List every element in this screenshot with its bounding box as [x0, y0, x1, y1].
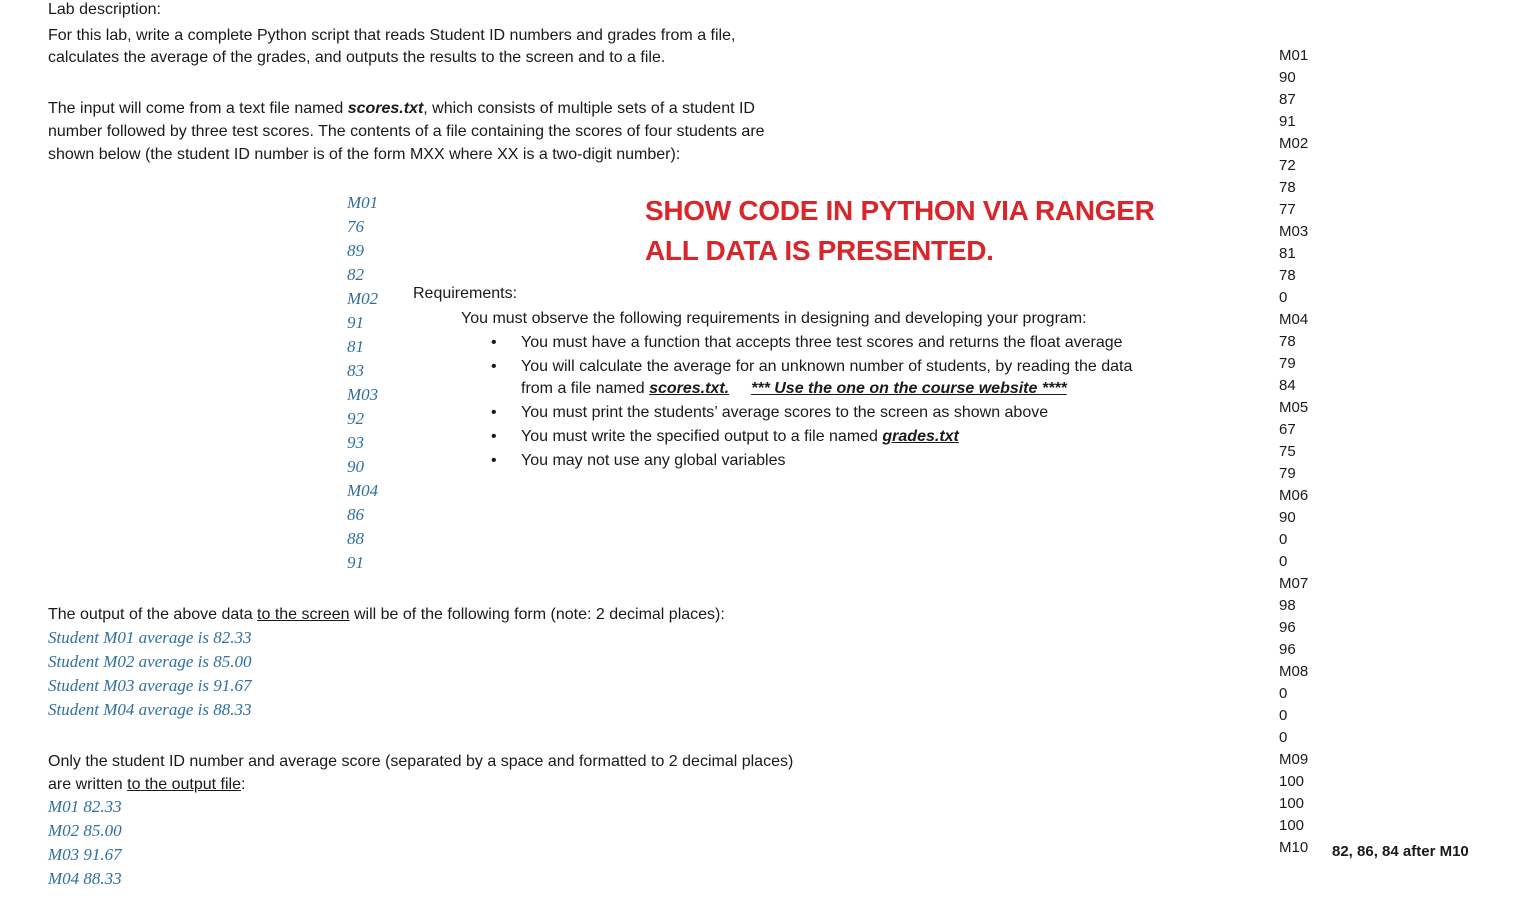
- screen-output-post: will be of the following form (note: 2 decimal places):: [349, 606, 725, 623]
- sample-score: M01: [347, 193, 379, 212]
- intro-line-1: For this lab, write a complete Python script that reads Student ID numbers and grades from a file,: [48, 27, 736, 44]
- data-column-item: M08: [1279, 663, 1309, 680]
- data-column-item: 77: [1279, 201, 1296, 218]
- data-column-item: M10: [1279, 839, 1309, 856]
- data-column-item: 72: [1279, 157, 1296, 174]
- file-output-line: M04 88.33: [48, 869, 122, 888]
- requirements-heading: Requirements:: [413, 285, 518, 302]
- sample-score: 83: [347, 361, 364, 380]
- sample-score: 89: [347, 241, 364, 260]
- sample-score: 82: [347, 265, 364, 284]
- data-column-item: 98: [1279, 597, 1296, 614]
- file-output-line: M02 85.00: [48, 821, 122, 840]
- data-column-item: 90: [1279, 509, 1296, 526]
- data-column-item: 100: [1279, 795, 1305, 812]
- sample-score: 88: [347, 529, 364, 548]
- file-output-pre: are written: [48, 776, 128, 793]
- input-para-line-3: shown below (the student ID number is of the form MXX where XX is a two-digit number):: [48, 146, 681, 163]
- file-output-line-2: [48, 773, 245, 796]
- data-column-item: 79: [1279, 355, 1296, 372]
- scores-file-name: scores.txt: [347, 100, 424, 117]
- screen-output-intro: [48, 603, 725, 626]
- data-column-item: 91: [1279, 113, 1296, 130]
- sample-score: 91: [347, 553, 364, 572]
- data-column-item: 0: [1279, 553, 1288, 570]
- requirement-text: You may not use any global variables: [521, 452, 786, 469]
- callout-line-1: SHOW CODE IN PYTHON VIA RANGER: [645, 195, 1155, 226]
- data-column-item: 84: [1279, 377, 1296, 394]
- sample-score: 91: [347, 313, 364, 332]
- scores-file-name-link: scores.txt.: [649, 380, 730, 397]
- data-column-item: M06: [1279, 487, 1309, 504]
- data-column-item: M07: [1279, 575, 1309, 592]
- data-column-item: 100: [1279, 773, 1305, 790]
- screen-output-line: Student M03 average is 91.67: [48, 676, 252, 695]
- data-column-item: M04: [1279, 311, 1309, 328]
- data-column-item: 0: [1279, 685, 1288, 702]
- bullet-icon: •: [491, 404, 497, 421]
- requirement-text-pre: You must write the specified output to a file named: [521, 428, 883, 445]
- data-column-item: 78: [1279, 267, 1296, 284]
- data-column-item: 0: [1279, 531, 1288, 548]
- sample-score: 86: [347, 505, 364, 524]
- sample-score: 92: [347, 409, 364, 428]
- input-para-pre: The input will come from a text file named: [48, 100, 348, 117]
- requirement-bullet-2-line-2: [521, 380, 1067, 398]
- data-column-item: 87: [1279, 91, 1296, 108]
- to-the-screen-text: to the screen: [257, 606, 350, 623]
- to-the-output-file-text: to the output file: [127, 776, 241, 793]
- requirement-text: You must have a function that accepts three test scores and returns the float average: [521, 334, 1123, 351]
- data-column-item: M09: [1279, 751, 1309, 768]
- data-column-item: 67: [1279, 421, 1296, 438]
- data-column-item: M03: [1279, 223, 1309, 240]
- sample-score: 93: [347, 433, 364, 452]
- data-column-item: M01: [1279, 47, 1309, 64]
- bullet-icon: •: [491, 452, 497, 469]
- data-column-item: 81: [1279, 245, 1296, 262]
- data-column-item: M05: [1279, 399, 1309, 416]
- data-column-item: 96: [1279, 619, 1296, 636]
- lab-title: Lab description:: [48, 1, 161, 18]
- data-column-item: 78: [1279, 179, 1296, 196]
- data-column-item: 96: [1279, 641, 1296, 658]
- sample-score: 90: [347, 457, 364, 476]
- requirement-text: [521, 428, 959, 446]
- screen-output-line: Student M02 average is 85.00: [48, 652, 252, 671]
- requirements-lead: You must observe the following requirements in designing and developing your program:: [461, 310, 1087, 327]
- sample-score: 76: [347, 217, 364, 236]
- data-column-item: 75: [1279, 443, 1296, 460]
- course-website-note: *** Use the one on the course website ****: [751, 380, 1067, 397]
- bullet-icon: •: [491, 428, 497, 445]
- bullet-icon: •: [491, 334, 497, 351]
- input-para-post: , which consists of multiple sets of a student ID: [423, 100, 755, 117]
- bullet-icon: •: [491, 358, 497, 375]
- intro-line-2: calculates the average of the grades, and outputs the results to the screen and to a file.: [48, 49, 666, 66]
- data-column-item: 78: [1279, 333, 1296, 350]
- file-output-line: M03 91.67: [48, 845, 122, 864]
- input-para-line-2: number followed by three test scores. The contents of a file containing the scores of four students are: [48, 123, 765, 140]
- m10-note: 82, 86, 84 after M10: [1332, 843, 1469, 860]
- file-output-line: M01 82.33: [48, 797, 122, 816]
- file-output-post: :: [241, 776, 246, 793]
- sample-score: M02: [347, 289, 379, 308]
- data-column-item: 90: [1279, 69, 1296, 86]
- file-output-line-1: Only the student ID number and average score (separated by a space and formatted to 2 decimal places): [48, 753, 794, 770]
- screen-output-line: Student M04 average is 88.33: [48, 700, 252, 719]
- data-column-item: 0: [1279, 289, 1288, 306]
- sample-score: 81: [347, 337, 364, 356]
- sample-score: M03: [347, 385, 379, 404]
- screen-output-pre: The output of the above data: [48, 606, 258, 623]
- input-para-line-1: [48, 97, 755, 120]
- requirement-text: You will calculate the average for an unknown number of students, by reading the data: [521, 358, 1133, 375]
- data-column-item: 79: [1279, 465, 1296, 482]
- screen-output-line: Student M01 average is 82.33: [48, 628, 252, 647]
- grades-file-name: grades.txt: [882, 428, 959, 445]
- requirement-text: You must print the students’ average scores to the screen as shown above: [521, 404, 1049, 421]
- callout-line-2: ALL DATA IS PRESENTED.: [645, 235, 994, 266]
- data-column-item: 0: [1279, 729, 1288, 746]
- sample-score: M04: [347, 481, 379, 500]
- data-column-item: M02: [1279, 135, 1309, 152]
- data-column-item: 0: [1279, 707, 1288, 724]
- data-column-item: 100: [1279, 817, 1305, 834]
- requirement-text: from a file named: [521, 380, 650, 397]
